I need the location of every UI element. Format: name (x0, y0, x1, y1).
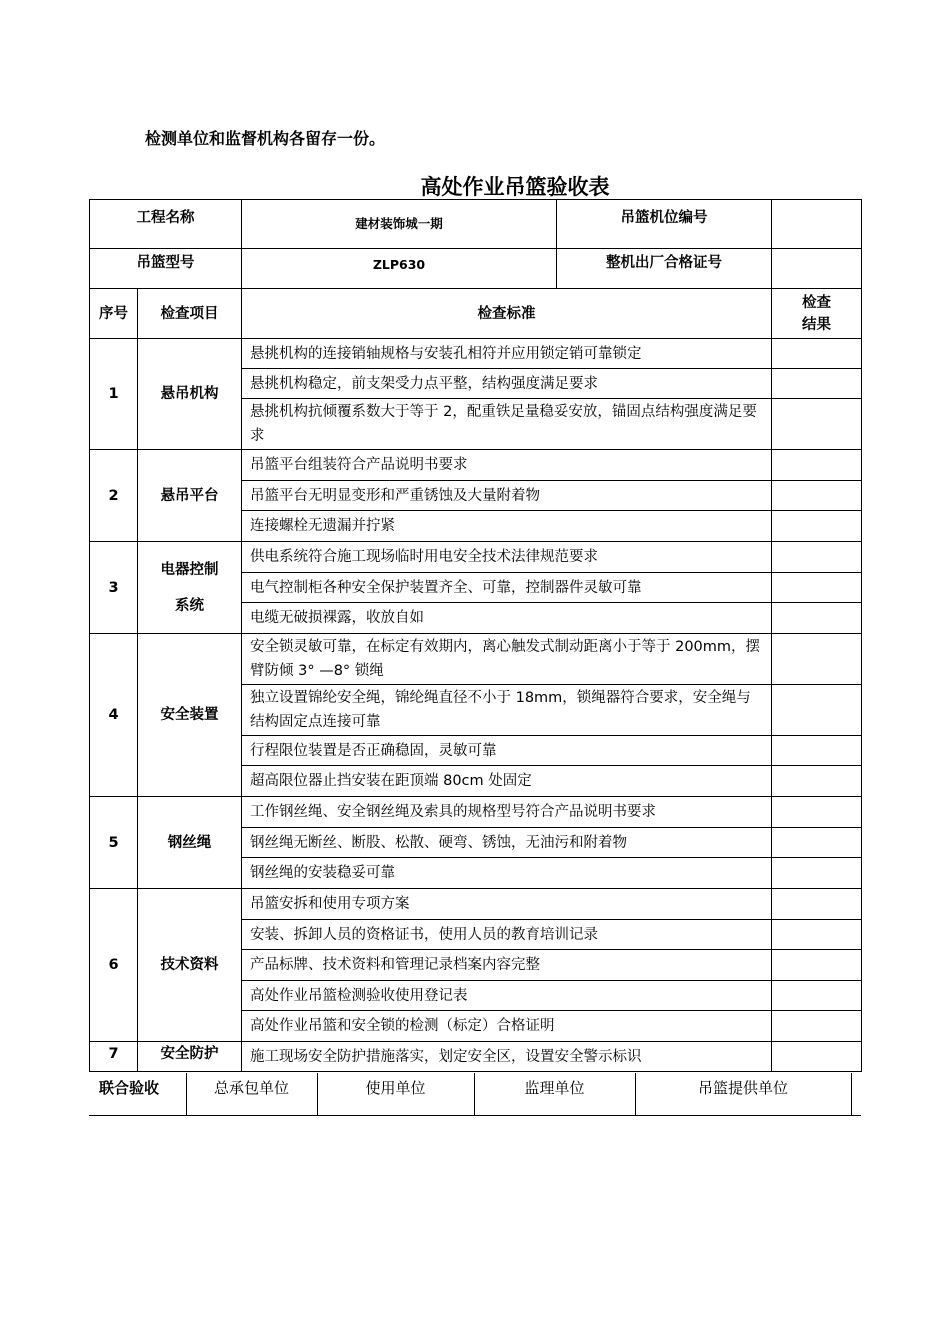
result-cell (772, 685, 862, 736)
cert-no-label: 整机出厂合格证号 (557, 249, 772, 289)
result-cell (772, 797, 862, 828)
standard-text: 施工现场安全防护措施落实，划定安全区，设置安全警示标识 (242, 1042, 772, 1072)
party-supervisor: 监理单位 (474, 1073, 635, 1116)
inspection-row (90, 797, 862, 828)
standard-text: 钢丝绳无断丝、断股、松散、硬弯、锈蚀，无油污和附着物 (242, 828, 772, 858)
result-cell (772, 981, 862, 1011)
section-item (138, 634, 242, 797)
header-row-project (90, 200, 862, 249)
inspection-row (90, 1042, 862, 1072)
seq-column-header: 序号 (90, 289, 138, 339)
standard-text: 供电系统符合施工现场临时用电安全技术法律规范要求 (242, 542, 772, 573)
result-cell (772, 450, 862, 481)
section-item-label: 电器控制 (160, 561, 219, 578)
inspection-row (90, 634, 862, 685)
result-cell (772, 736, 862, 766)
joint-acceptance-table (89, 1073, 861, 1116)
section-item (138, 450, 242, 542)
section-item (138, 889, 242, 1042)
item-column-header: 检查项目 (138, 289, 242, 339)
inspection-table (89, 199, 862, 1072)
project-name-label: 工程名称 (90, 200, 242, 249)
inspection-row (90, 339, 862, 369)
joint-acceptance-label: 联合验收 (89, 1073, 186, 1116)
result-cell (772, 339, 862, 369)
standard-text: 悬挑机构稳定，前支架受力点平整，结构强度满足要求 (242, 369, 772, 399)
section-item-label-line2: 系统 (175, 597, 204, 614)
standard-text: 超高限位器止挡安装在距顶端 80cm 处固定 (242, 766, 772, 797)
result-cell (772, 369, 862, 399)
section-item (138, 542, 242, 634)
section-item-label: 安全防护 (160, 1046, 219, 1062)
standard-text: 高处作业吊篮检测验收使用登记表 (242, 981, 772, 1011)
result-cell (772, 889, 862, 920)
party-gondola-provider: 吊篮提供单位 (635, 1073, 851, 1116)
inspection-row (90, 889, 862, 920)
standard-text: 电缆无破损裸露，收放自如 (242, 603, 772, 634)
result-cell (772, 950, 862, 981)
position-no-value (772, 200, 862, 249)
section-seq: 7 (90, 1042, 138, 1072)
result-cell (772, 511, 862, 542)
standard-text: 吊篮平台组装符合产品说明书要求 (242, 450, 772, 481)
result-cell (772, 1011, 862, 1042)
position-no-label: 吊篮机位编号 (557, 200, 772, 249)
section-item-label: 悬吊机构 (160, 386, 219, 402)
joint-acceptance-row (89, 1073, 861, 1116)
result-cell (772, 603, 862, 634)
form-title: 高处作业吊篮验收表 (420, 175, 610, 199)
section-seq: 3 (90, 542, 138, 634)
section-item-label: 悬吊平台 (160, 487, 219, 504)
column-header-row (90, 289, 862, 339)
result-cell (772, 481, 862, 511)
standard-text: 吊篮安拆和使用专项方案 (242, 889, 772, 920)
model-value: ZLP630 (242, 249, 557, 289)
retention-note: 检测单位和监督机构各留存一份。 (145, 129, 386, 148)
inspection-row (90, 450, 862, 481)
header-row-model (90, 249, 862, 289)
result-column-header (772, 289, 862, 339)
standard-text: 产品标牌、技术资料和管理记录档案内容完整 (242, 950, 772, 981)
standard-text: 安装、拆卸人员的资格证书，使用人员的教育培训记录 (242, 920, 772, 950)
result-cell (772, 828, 862, 858)
result-cell (772, 573, 862, 603)
section-item-label: 钢丝绳 (167, 834, 212, 851)
section-seq: 2 (90, 450, 138, 542)
result-header-line2: 结果 (802, 316, 831, 333)
standard-text: 高处作业吊篮和安全锁的检测（标定）合格证明 (242, 1011, 772, 1042)
standard-text: 独立设置锦纶安全绳，锦纶绳直径不小于 18mm，锁绳器符合要求，安全绳与结构固定点连接可靠 (242, 685, 772, 736)
standard-text: 钢丝绳的安装稳妥可靠 (242, 858, 772, 889)
section-item (138, 339, 242, 450)
cert-no-value (772, 249, 862, 289)
section-seq: 4 (90, 634, 138, 797)
standard-text: 吊篮平台无明显变形和严重锈蚀及大量附着物 (242, 481, 772, 511)
section-item-label: 安全装置 (160, 707, 219, 723)
section-item (138, 1042, 242, 1072)
standard-text: 悬挑机构抗倾覆系数大于等于 2，配重铁足量稳妥安放，锚固点结构强度满足要求 (242, 399, 772, 450)
result-cell (772, 858, 862, 889)
section-item-label: 技术资料 (160, 957, 219, 973)
inspection-row (90, 542, 862, 573)
result-cell (772, 1042, 862, 1072)
section-seq: 1 (90, 339, 138, 450)
standard-text: 电气控制柜各种安全保护装置齐全、可靠，控制器件灵敏可靠 (242, 573, 772, 603)
standard-text: 行程限位装置是否正确稳固，灵敏可靠 (242, 736, 772, 766)
party-user-unit: 使用单位 (317, 1073, 474, 1116)
result-cell (772, 399, 862, 450)
standard-text: 安全锁灵敏可靠，在标定有效期内，离心触发式制动距离小于等于 200mm，摆臂防倾 3° —8° 锁绳 (242, 634, 772, 685)
result-cell (772, 542, 862, 573)
standard-text: 工作钢丝绳、安全钢丝绳及索具的规格型号符合产品说明书要求 (242, 797, 772, 828)
section-seq: 5 (90, 797, 138, 889)
standard-text: 连接螺栓无遗漏并拧紧 (242, 511, 772, 542)
section-seq: 6 (90, 889, 138, 1042)
party-general-contractor: 总承包单位 (186, 1073, 317, 1116)
sign-row-end-cell (851, 1073, 861, 1116)
section-item (138, 797, 242, 889)
standard-column-header: 检查标准 (242, 289, 772, 339)
model-label: 吊篮型号 (90, 249, 242, 289)
result-header-line1: 检查 (802, 294, 831, 311)
result-cell (772, 634, 862, 685)
result-cell (772, 920, 862, 950)
project-name-value: 建材装饰城一期 (242, 200, 557, 249)
result-cell (772, 766, 862, 797)
standard-text: 悬挑机构的连接销轴规格与安装孔相符并应用锁定销可靠锁定 (242, 339, 772, 369)
